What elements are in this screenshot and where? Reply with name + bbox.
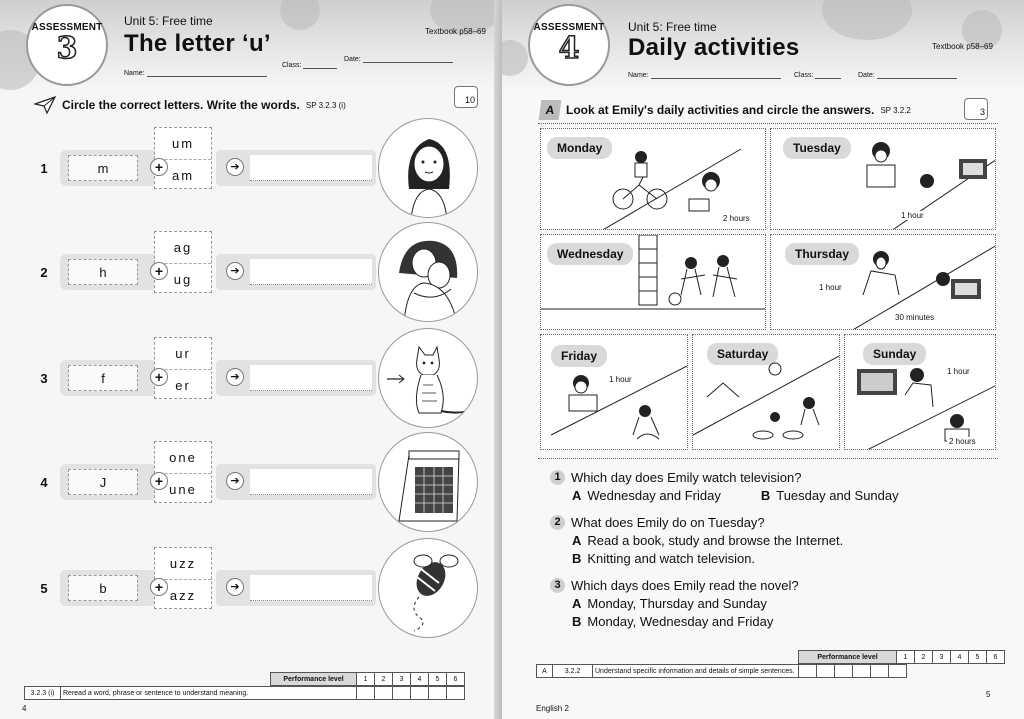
footer-book-title: English 2 xyxy=(536,704,569,713)
playing-basketball-icon xyxy=(541,235,766,330)
arrow-right-icon: ➔ xyxy=(226,578,244,596)
answer-b[interactable]: B Tuesday and Sunday xyxy=(760,488,899,503)
calendar-icon xyxy=(378,432,478,532)
answer-b[interactable]: B Monday, Wednesday and Friday xyxy=(572,614,774,629)
performance-label: Performance level xyxy=(271,673,357,686)
performance-table-header xyxy=(270,672,465,686)
question-1 xyxy=(550,470,990,503)
question-3 xyxy=(550,578,990,629)
arrow-right-icon: ➔ xyxy=(226,262,244,280)
arrow-right-icon: ➔ xyxy=(226,368,244,386)
row-number: 5 xyxy=(40,581,48,596)
option-2[interactable]: am xyxy=(155,159,211,190)
level-1[interactable]: 1 xyxy=(357,673,375,686)
question-list xyxy=(550,470,990,641)
start-letter: J xyxy=(68,469,138,495)
duration-tuesday: 1 hour xyxy=(901,211,924,220)
start-letter: m xyxy=(68,155,138,181)
row-number: 4 xyxy=(40,475,48,490)
day-label-wednesday: Wednesday xyxy=(547,243,633,265)
answer-a[interactable]: A Read a book, study and browse the Internet. xyxy=(572,533,844,548)
monday-panel xyxy=(540,128,766,230)
answer-a[interactable]: A Monday, Thursday and Sunday xyxy=(572,596,767,611)
day-label-friday: Friday xyxy=(551,345,607,367)
sp-code: SP 3.2.2 xyxy=(880,105,911,115)
paper-plane-icon xyxy=(34,96,56,114)
score-value: 10 xyxy=(464,95,475,105)
row-number: 3 xyxy=(40,371,48,386)
instruction xyxy=(34,96,346,114)
plus-icon: + xyxy=(150,158,168,176)
level-2[interactable]: 2 xyxy=(915,651,933,664)
question-number: 2 xyxy=(550,515,565,530)
instruction-text: Look at Emily's daily activities and circle the answers. xyxy=(566,103,875,117)
standard-text: Understand specific information and details of simple sentences. xyxy=(593,665,799,678)
day-label-thursday: Thursday xyxy=(785,243,859,265)
answer-b[interactable]: B Knitting and watch television. xyxy=(572,551,756,566)
option-2[interactable]: ug xyxy=(155,263,211,294)
assessment-4-page xyxy=(502,0,1024,719)
option-1[interactable]: ur xyxy=(175,346,191,361)
saturday-panel xyxy=(692,334,840,450)
row-number: 1 xyxy=(40,161,48,176)
tv-reading-icon xyxy=(845,335,996,450)
assessment-badge xyxy=(26,4,108,86)
word-row xyxy=(34,432,479,532)
textbook-reference: Textbook p58–69 xyxy=(932,42,993,51)
answer-field[interactable] xyxy=(250,259,372,285)
word-row xyxy=(34,118,479,218)
standard-letter: A xyxy=(537,665,553,678)
option-1[interactable]: ag xyxy=(173,240,193,255)
cat-icon xyxy=(378,328,478,428)
plus-icon: + xyxy=(150,578,168,596)
question-number: 3 xyxy=(550,578,565,593)
start-letter: f xyxy=(68,365,138,391)
mother-hug-icon xyxy=(378,222,478,322)
level-5[interactable]: 5 xyxy=(429,673,447,686)
level-6[interactable]: 6 xyxy=(447,673,465,686)
plus-icon: + xyxy=(150,368,168,386)
option-1[interactable]: um xyxy=(171,136,195,151)
duration-thursday-reading: 1 hour xyxy=(819,283,842,292)
tuesday-panel xyxy=(770,128,996,230)
level-4[interactable]: 4 xyxy=(411,673,429,686)
study-play-icon xyxy=(541,335,688,450)
level-3[interactable]: 3 xyxy=(393,673,411,686)
date-field[interactable] xyxy=(344,56,453,63)
class-label: Class: xyxy=(794,72,814,79)
name-field[interactable] xyxy=(124,70,267,77)
sp-code: SP 3.2.3 (i) xyxy=(305,100,346,110)
option-1[interactable]: uzz xyxy=(169,556,197,571)
standard-code: 3.2.3 (i) xyxy=(25,687,61,700)
name-label: Name: xyxy=(124,70,145,77)
duration-sunday-tv: 1 hour xyxy=(947,367,970,376)
instruction xyxy=(540,100,911,120)
standard-table xyxy=(24,686,465,700)
start-letter: b xyxy=(68,575,138,601)
level-3[interactable]: 3 xyxy=(933,651,951,664)
word-row xyxy=(34,538,479,638)
daily-activities-grid xyxy=(540,128,996,450)
name-label: Name: xyxy=(628,72,649,79)
option-1[interactable]: one xyxy=(169,450,197,465)
word-row xyxy=(34,222,479,322)
score-box xyxy=(964,98,988,120)
row-number: 2 xyxy=(40,265,48,280)
section-letter: A xyxy=(539,100,562,120)
date-label: Date: xyxy=(344,56,361,63)
duration-thursday-computer: 30 minutes xyxy=(895,313,935,322)
question-text: Which days does Emily read the novel? xyxy=(571,578,799,593)
standard-table xyxy=(536,664,907,678)
option-2[interactable]: er xyxy=(155,369,211,400)
standard-code: 3.2.2 xyxy=(553,665,593,678)
score-value: 3 xyxy=(979,107,985,117)
picnic-icon xyxy=(693,335,840,450)
answer-field[interactable] xyxy=(250,469,372,495)
duration-sunday-reading: 2 hours xyxy=(949,437,976,446)
wednesday-panel xyxy=(540,234,766,330)
girl-thinking-icon xyxy=(378,118,478,218)
answer-field[interactable] xyxy=(250,365,372,391)
thursday-panel xyxy=(770,234,996,330)
standard-text: Reread a word, phrase or sentence to understand meaning. xyxy=(61,687,357,700)
question-number: 1 xyxy=(550,470,565,485)
bee-icon xyxy=(378,538,478,638)
plus-icon: + xyxy=(150,262,168,280)
arrow-right-icon: ➔ xyxy=(226,158,244,176)
start-letter: h xyxy=(68,259,138,285)
sunday-panel xyxy=(844,334,996,450)
unit-title: Unit 5: Free time xyxy=(124,14,213,28)
performance-label: Performance level xyxy=(799,651,897,664)
question-text: Which day does Emily watch television? xyxy=(571,470,802,485)
assessment-number: 4 xyxy=(558,31,580,66)
day-label-saturday: Saturday xyxy=(707,343,778,365)
level-2[interactable]: 2 xyxy=(375,673,393,686)
page-number: 5 xyxy=(986,690,991,699)
plus-icon: + xyxy=(150,472,168,490)
class-field[interactable] xyxy=(794,72,841,79)
knitting-computer-icon xyxy=(771,129,996,230)
page-title: Daily activities xyxy=(628,34,800,61)
option-2[interactable]: azz xyxy=(155,579,211,610)
score-box xyxy=(454,86,478,108)
day-label-sunday: Sunday xyxy=(863,343,926,365)
day-label-tuesday: Tuesday xyxy=(783,137,851,159)
date-field[interactable] xyxy=(858,72,957,79)
page-title: The letter ‘u’ xyxy=(124,30,271,57)
question-2 xyxy=(550,515,990,566)
word-row xyxy=(34,328,479,428)
question-text: What does Emily do on Tuesday? xyxy=(571,515,765,530)
level-6[interactable]: 6 xyxy=(987,651,1005,664)
level-4[interactable]: 4 xyxy=(951,651,969,664)
level-1[interactable]: 1 xyxy=(897,651,915,664)
unit-title: Unit 5: Free time xyxy=(628,20,717,34)
arrow-right-icon: ➔ xyxy=(226,472,244,490)
date-label: Date: xyxy=(858,72,875,79)
instruction-text: Circle the correct letters. Write the words. xyxy=(62,98,300,112)
day-label-monday: Monday xyxy=(547,137,612,159)
reading-computer-icon xyxy=(771,235,996,330)
assessment-badge xyxy=(528,4,610,86)
textbook-reference: Textbook p58–69 xyxy=(425,27,486,36)
assessment-label: ASSESSMENT xyxy=(31,22,103,33)
name-field[interactable] xyxy=(628,72,781,79)
assessment-3-page xyxy=(0,0,502,719)
level-5[interactable]: 5 xyxy=(969,651,987,664)
friday-panel xyxy=(540,334,688,450)
answer-a[interactable]: A Wednesday and Friday xyxy=(572,488,721,503)
assessment-label: ASSESSMENT xyxy=(533,22,605,33)
page-number: 4 xyxy=(22,704,27,713)
duration-monday: 2 hours xyxy=(723,214,750,223)
assessment-number: 3 xyxy=(56,31,78,66)
performance-table-header xyxy=(798,650,1005,664)
class-label: Class: xyxy=(282,62,302,69)
class-field[interactable] xyxy=(282,62,337,69)
duration-friday: 1 hour xyxy=(609,375,632,384)
answer-field[interactable] xyxy=(250,155,372,181)
answer-field[interactable] xyxy=(250,575,372,601)
option-2[interactable]: une xyxy=(155,473,211,504)
